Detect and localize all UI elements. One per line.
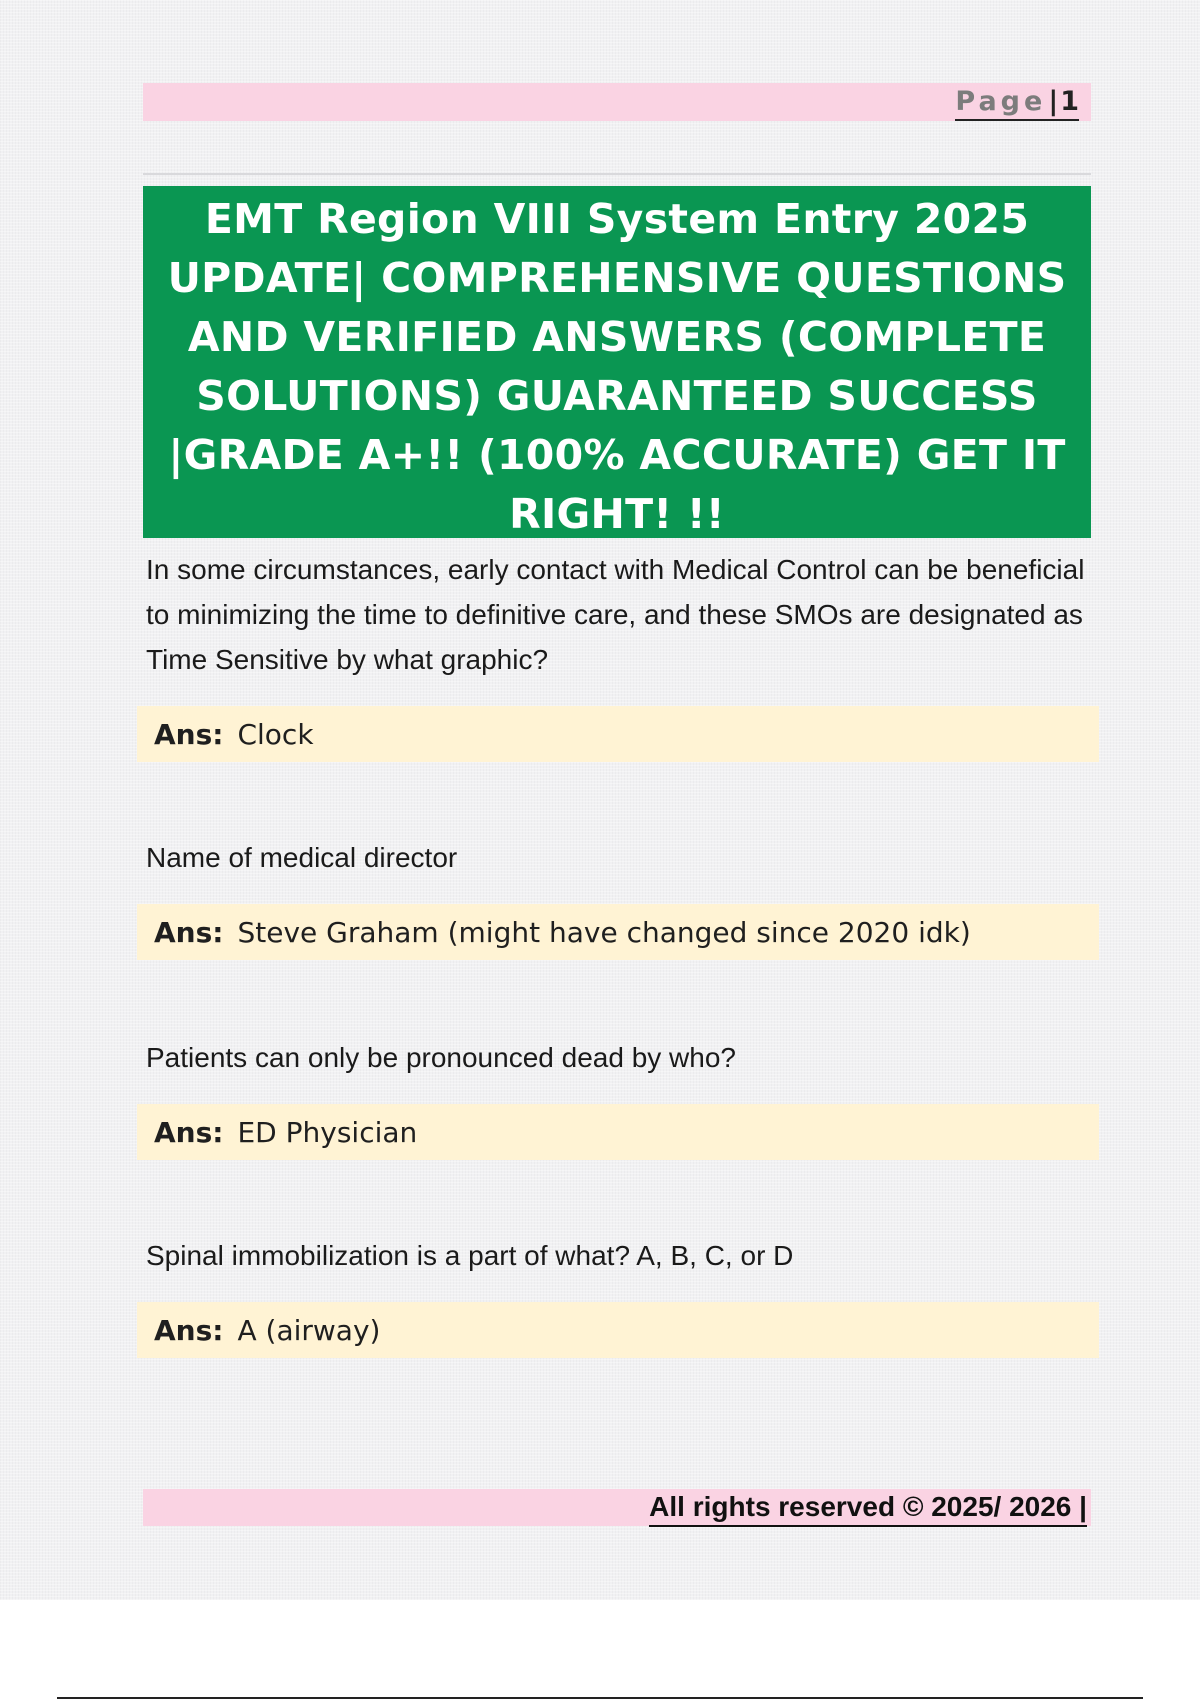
answer-label: Ans: xyxy=(154,1115,224,1149)
answer-box xyxy=(137,706,1099,762)
answer-label: Ans: xyxy=(154,717,224,751)
question-text: Patients can only be pronounced dead by who? xyxy=(146,1042,736,1073)
page-header-band xyxy=(143,83,1091,121)
header-divider xyxy=(143,173,1091,175)
answer-text: Steve Graham (might have changed since 2020 idk) xyxy=(237,915,971,949)
page-word: Page xyxy=(955,86,1047,117)
bottom-divider xyxy=(57,1697,1143,1699)
page-number-label xyxy=(955,85,1079,121)
question-text: Spinal immobilization is a part of what? A, B, C, or D xyxy=(146,1240,794,1271)
question-text: Name of medical director xyxy=(146,842,458,873)
answer-text: A (airway) xyxy=(237,1313,381,1347)
page-footer-band xyxy=(143,1489,1091,1526)
question-text: In some circumstances, early contact with Medical Control can be beneficial to minimizing the time to definitive care, and these SMOs are designated as Time Sensitive by what graphic? xyxy=(146,554,1085,675)
answer-text: ED Physician xyxy=(237,1115,418,1149)
page-separator: | xyxy=(1048,86,1059,117)
document-title: EMT Region VIII System Entry 2025 UPDATE| COMPREHENSIVE QUESTIONS AND VERIFIED ANSWERS (COMPLETE SOLUTIONS) GUARANTEED SUCCESS |GRADE A+!! (100% ACCURATE) GET IT RIGHT! !! xyxy=(167,195,1067,538)
question-block xyxy=(143,835,1098,880)
question-block xyxy=(143,547,1098,682)
answer-box xyxy=(137,1302,1099,1358)
title-banner xyxy=(143,186,1091,538)
answer-text: Clock xyxy=(237,717,314,751)
copyright-notice: All rights reserved © 2025/ 2026 | xyxy=(649,1489,1087,1527)
question-block xyxy=(143,1035,1098,1080)
question-block xyxy=(143,1233,1098,1278)
page-number: 1 xyxy=(1060,86,1079,117)
answer-box xyxy=(137,1104,1099,1160)
answer-label: Ans: xyxy=(154,915,224,949)
answer-box xyxy=(137,904,1099,960)
answer-label: Ans: xyxy=(154,1313,224,1347)
